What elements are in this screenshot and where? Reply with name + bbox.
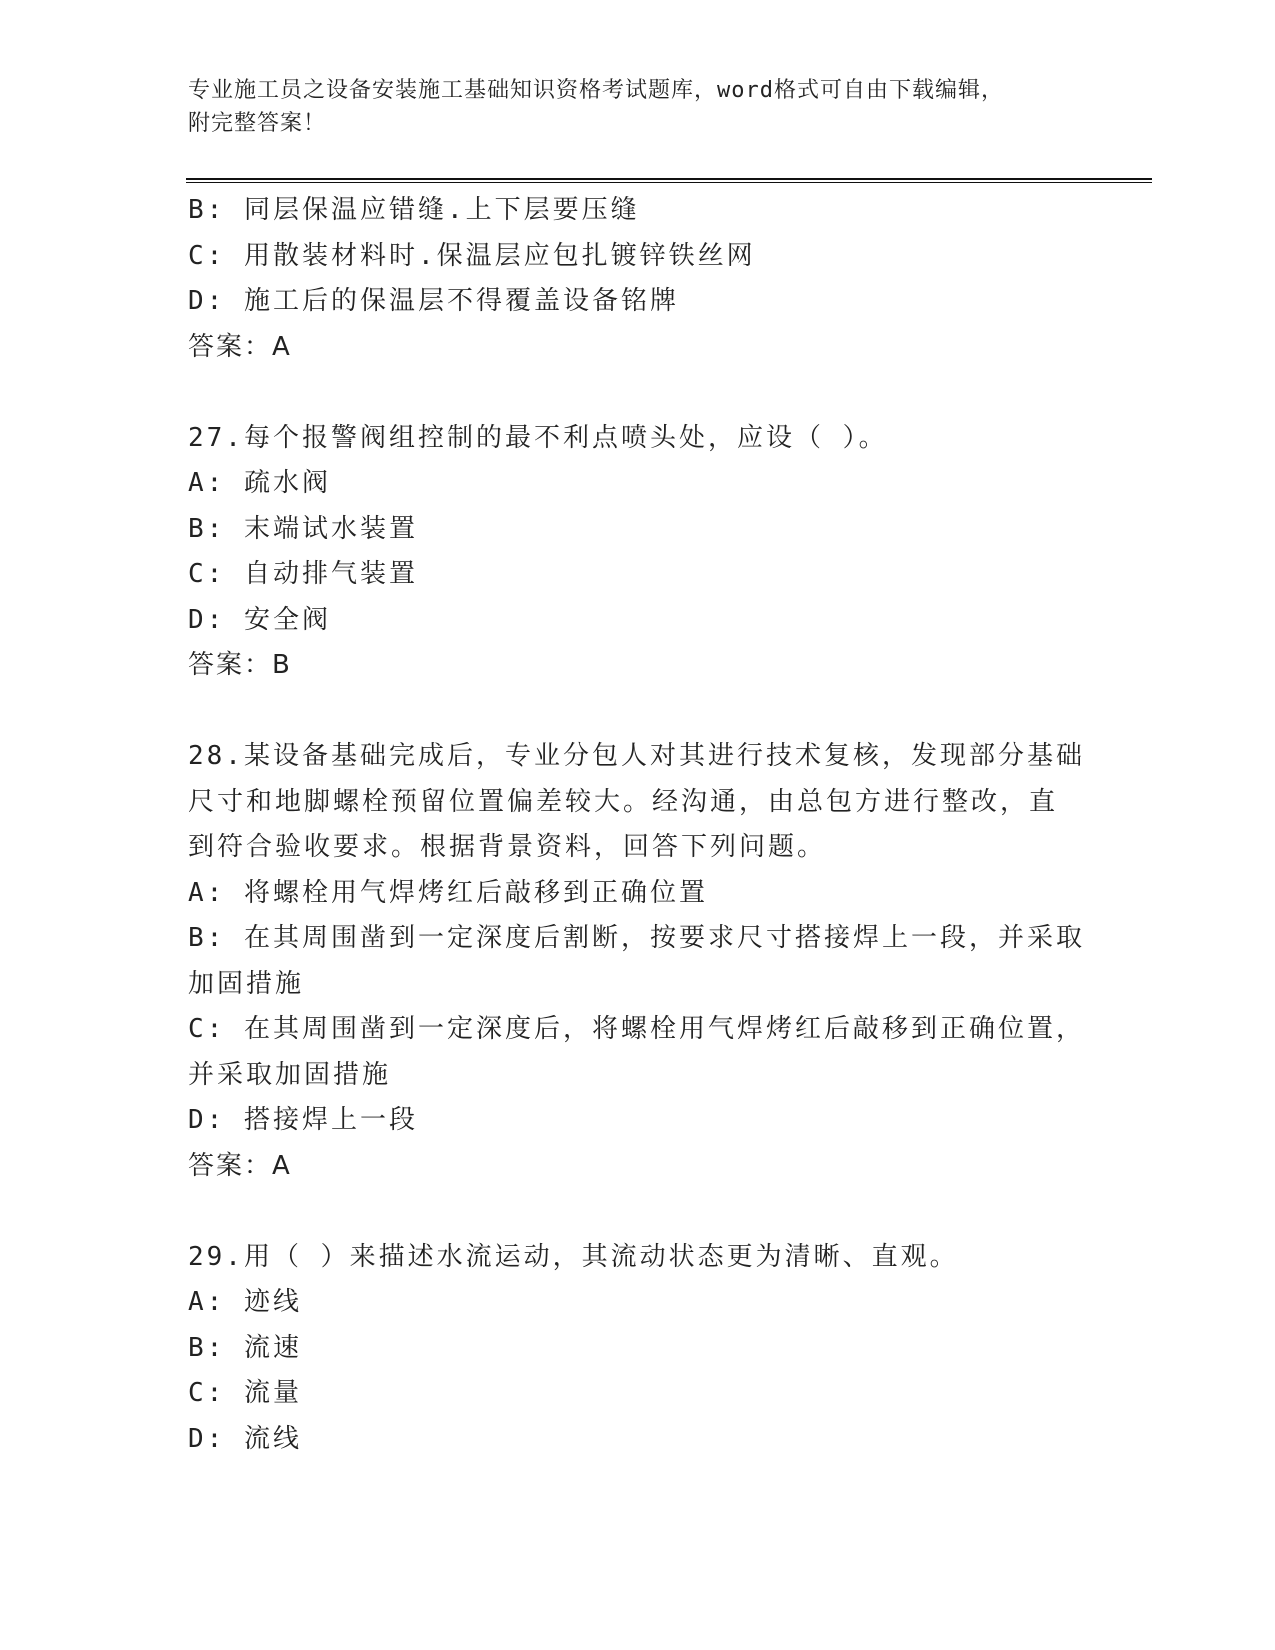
spacer — [188, 1189, 1088, 1235]
option-b: B: 同层保温应错缝.上下层要压缝 — [188, 195, 640, 225]
option-b: B: 末端试水装置 — [188, 513, 418, 544]
option-c: C: 用散装材料时.保温层应包扎镀锌铁丝网 — [188, 240, 756, 271]
answer-line: 答案：B — [188, 650, 292, 680]
option-d: D: 施工后的保温层不得覆盖设备铭牌 — [188, 286, 679, 316]
answer-line: 答案：A — [188, 1150, 292, 1181]
question-stem: 29.用（ ）来描述水流运动，其流动状态更为清晰、直观。 — [188, 1241, 959, 1272]
spacer — [188, 689, 1088, 735]
option-a: A: 将螺栓用气焊烤红后敲移到正确位置 — [188, 877, 708, 908]
option-d: D: 搭接焊上一段 — [188, 1105, 418, 1135]
option-b: B: 在其周围凿到一定深度后割断，按要求尺寸搭接焊上一段，并采取 — [188, 923, 1085, 953]
document-header — [188, 74, 1088, 140]
option-c: C: 在其周围凿到一定深度后，将螺栓用气焊烤红后敲移到正确位置， — [188, 1014, 1085, 1044]
question-27 — [188, 416, 1088, 689]
option-a: A: 迹线 — [188, 1287, 302, 1317]
option-c: C: 自动排气装置 — [188, 559, 418, 589]
option-c-continued: 并采取加固措施 — [188, 1059, 392, 1090]
option-b: B: 流速 — [188, 1332, 302, 1363]
question-stem-line: 28.某设备基础完成后，专业分包人对其进行技术复核，发现部分基础 — [188, 741, 1085, 771]
option-b-continued: 加固措施 — [188, 968, 305, 999]
option-d: D: 流线 — [188, 1423, 302, 1454]
question-list — [188, 188, 1088, 1462]
question-stem: 27.每个报警阀组控制的最不利点喷头处，应设（ ）。 — [188, 422, 888, 453]
question-stem-line: 到符合验收要求。根据背景资料，回答下列问题。 — [188, 832, 827, 862]
header-divider — [186, 178, 1152, 183]
answer-line: 答案：A — [188, 331, 292, 362]
question-stem-line: 尺寸和地脚螺栓预留位置偏差较大。经沟通，由总包方进行整改，直 — [188, 786, 1059, 817]
question-26-continued — [188, 188, 1088, 370]
option-c: C: 流量 — [188, 1378, 302, 1408]
question-29 — [188, 1235, 1088, 1463]
option-a: A: 疏水阀 — [188, 468, 331, 498]
spacer — [188, 370, 1088, 416]
header-title-line-2: 附完整答案！ — [188, 111, 327, 136]
question-28 — [188, 734, 1088, 1189]
header-title-line-1: 专业施工员之设备安装施工基础知识资格考试题库，word格式可自由下载编辑， — [188, 78, 1004, 103]
option-d: D: 安全阀 — [188, 604, 331, 635]
